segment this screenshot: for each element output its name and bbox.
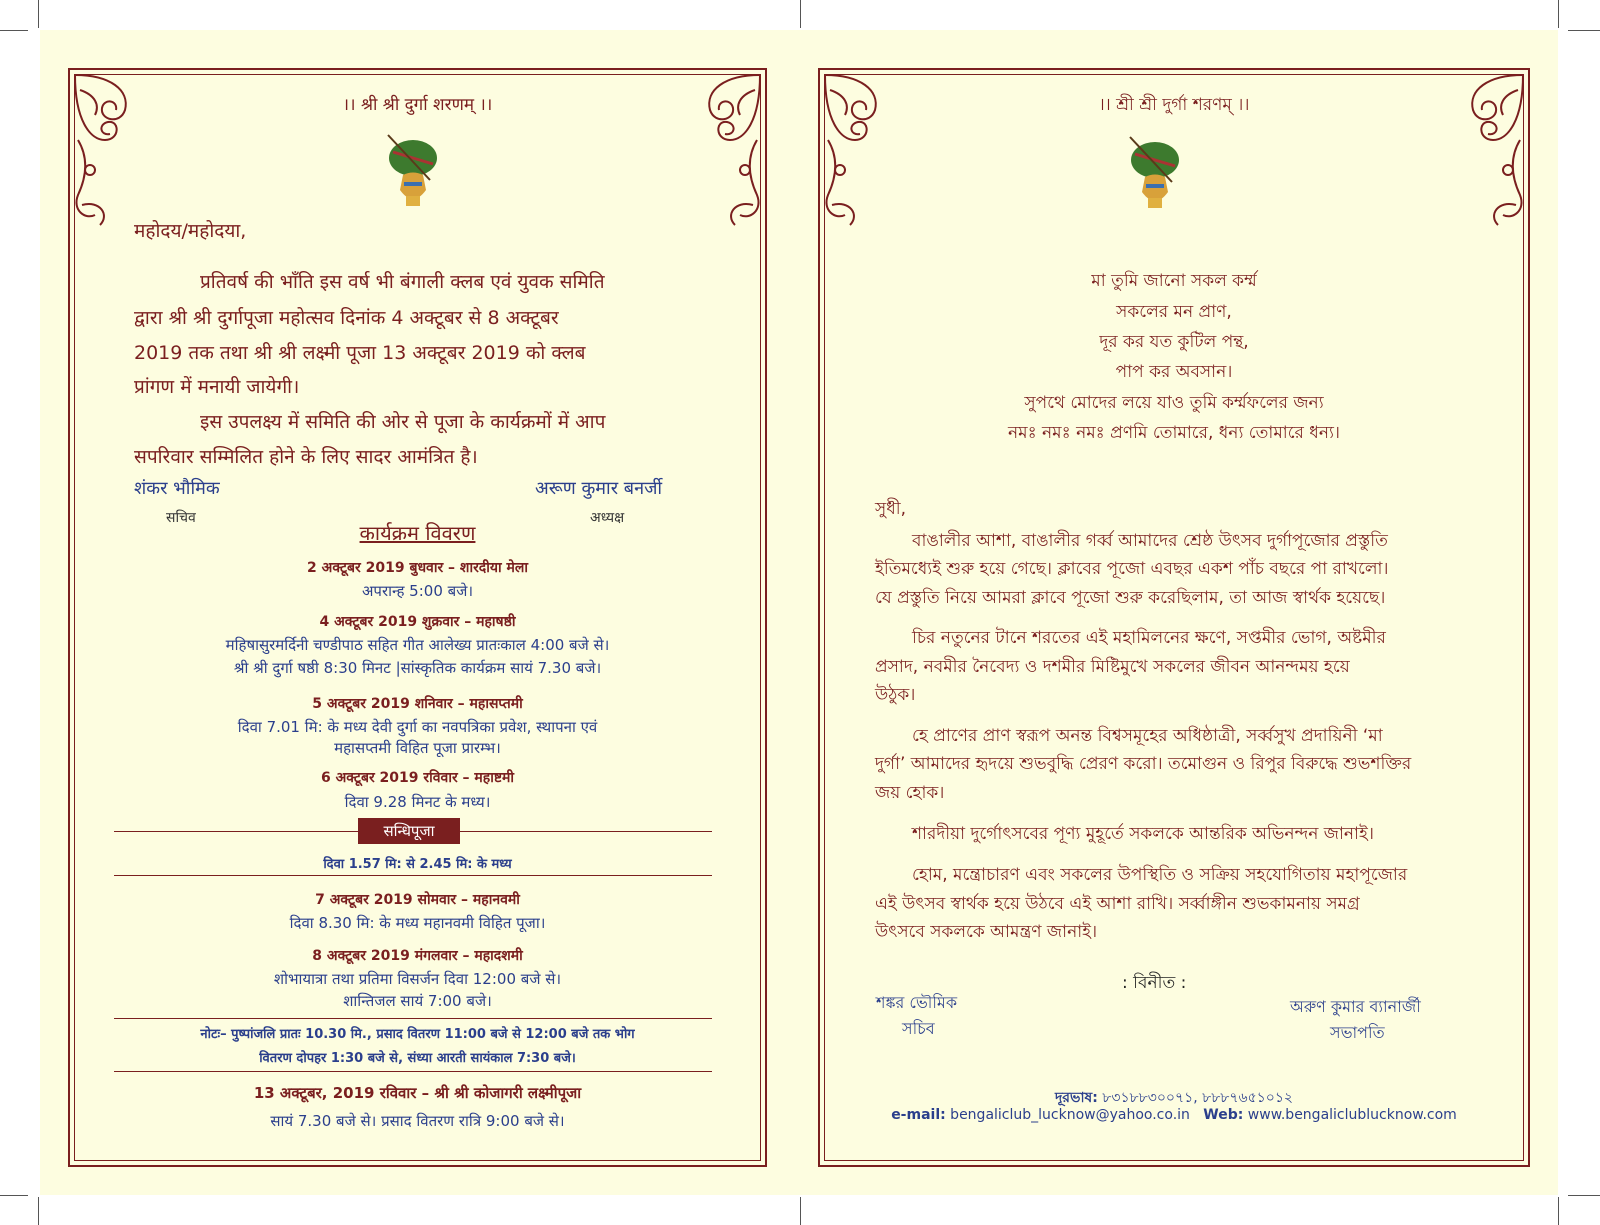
event-detail: महासप्तमी विहित पूजा प्रारम्भ। — [334, 739, 501, 757]
crop-mark — [1558, 0, 1559, 28]
paragraph-line: प्रतिवर्ष की भाँति इस वर्ष भी बंगाली क्लब एवं युवक समिति — [200, 271, 605, 293]
crop-mark — [1558, 1197, 1559, 1225]
body-line: দুর্গা’ আমাদের হৃদয়ে শুভবুদ্ধি প্রেরণ করো। তমোগুন ও রিপুর বিরুদ্ধে শুভশক্তির — [875, 754, 1412, 774]
signatory-president-title: अध्यक्ष — [590, 510, 625, 526]
event-detail: दिवा 7.01 मि: के मध्य देवी दुर्गा का नवपत्रिका प्रवेश, स्थापना एवं — [237, 718, 598, 736]
body-line: যে প্রস্তুতি নিয়ে আমরা ক্লাবে পূজো শুরু করেছিলাম, তা আজ স্বার্থক হয়েছে। — [875, 588, 1386, 608]
crop-mark — [0, 30, 28, 31]
poem-line: দূর কর যত কুটিল পন্থ, — [1099, 332, 1249, 352]
event-detail: शान्तिजल सायं 7:00 बजे। — [343, 992, 492, 1010]
event-detail: दिवा 8.30 मि: के मध्य महानवमी विहित पूजा। — [289, 914, 546, 932]
paragraph-line: द्वारा श्री श्री दुर्गापूजा महोत्सव दिनांक 4 अक्टूबर से 8 अक्टूबर — [134, 307, 559, 329]
email-link[interactable]: bengaliclub_lucknow@yahoo.co.in — [945, 1107, 1190, 1123]
event-heading: 7 अक्टूबर 2019 सोमवार – महानवमी — [315, 892, 520, 908]
signatory-secretary-name: শঙ্কর ভৌমিক — [876, 993, 958, 1012]
signatory-secretary-title: सचिव — [166, 510, 196, 526]
salutation: সুধী, — [875, 499, 907, 519]
signatory-president-name: অরুণ কুমার ব্যানার্জী — [1290, 997, 1421, 1016]
bengali-invitation-card — [790, 30, 1558, 1195]
divider — [114, 1071, 712, 1072]
signatory-secretary-title: সচিব — [902, 1019, 935, 1038]
body-line: এই উৎসব স্বার্থক হয়ে উঠবে এই আশা রাখি। সর্ব্বাঙ্গীন শুভকামনায় সমগ্র — [875, 894, 1360, 914]
event-detail: महिषासुरमर्दिनी चण्डीपाठ सहित गीत आलेख्य प्रातःकाल 4:00 बजे से। — [225, 636, 610, 654]
event-heading: 2 अक्टूबर 2019 बुधवार – शारदीया मेला — [307, 560, 528, 576]
contact-web — [790, 1107, 1558, 1123]
salutation: महोदय/महोदया, — [134, 220, 247, 242]
invocation: ।। শ্রী শ্রী দুর্গা শরণম্ ।। — [1098, 95, 1250, 115]
signatory-president-name: अरूण कुमार बनर्जी — [535, 478, 663, 499]
sandhi-puja-time: दिवा 1.57 मि: से 2.45 मि: के मध्य — [323, 857, 512, 872]
divider — [114, 875, 712, 876]
event-heading: 4 अक्टूबर 2019 शुक्रवार – महाषष्ठी — [319, 614, 516, 630]
divider — [114, 1018, 712, 1019]
body-line: শারদীয়া দুর্গোৎসবের পূণ্য মুহূর্তে সকলকে আন্তরিক অভিনন্দন জানাই। — [912, 824, 1374, 844]
event-heading: 5 अक्टूबर 2019 शनिवार – महासप्तमी — [312, 696, 523, 712]
signatory-president-title: সভাপতি — [1330, 1023, 1385, 1042]
body-line: বাঙালীর আশা, বাঙালীর গর্ব্ব আমাদের শ্রেষ্ঠ উৎসব দুর্গাপূজোর প্রস্তুতি — [912, 531, 1388, 551]
paragraph-line: प्रांगण में मनायी जायेगी। — [134, 376, 300, 398]
poem-line: সকলের মন প্রাণ, — [1116, 302, 1232, 322]
event-detail: दिवा 9.28 मिनट के मध्य। — [344, 793, 491, 811]
signatory-secretary-name: शंकर भौमिक — [134, 478, 220, 499]
phone-value: ৮৩১৮৮৩০০৭১, ৮৮৮৭৬৫১০১২ — [1097, 1090, 1294, 1106]
note-line: नोटः– पुष्पांजलि प्रातः 10.30 मि., प्रसाद वितरण 11:00 बजे से 12:00 बजे तक भोग — [200, 1027, 635, 1042]
poem-line: নমঃ নমঃ নমঃ প্রণমি তোমারে, ধন্য তোমারে ধন্য। — [1007, 423, 1340, 443]
poem-line: মা তুমি জানো সকল কর্ম্ম — [1091, 271, 1257, 291]
closing-vinit: : বিনীত : — [1122, 973, 1187, 993]
body-line: হে প্রাণের প্রাণ স্বরূপ অনন্ত বিশ্বসমূহের অধিষ্ঠাত্রী, সর্ব্বসুখ প্রদায়িনী ‘মা — [912, 726, 1383, 746]
event-heading: 6 अक्टूबर 2019 रविवार – महाष्टमी — [320, 770, 515, 786]
hindi-invitation-card — [40, 30, 795, 1195]
body-line: ইতিমধ্যেই শুরু হয়ে গেছে। ক্লাবের পূজো এবছর একশ পাঁচ বছরে পা রাখলো। — [875, 559, 1389, 579]
body-line: জয় হোক। — [875, 783, 945, 803]
body-line: উঠুক। — [875, 685, 916, 705]
body-line: হোম, মন্ত্রোচারণ এবং সকলের উপস্থিতি ও সক্রিয় সহযোগিতায় মহাপূজোর — [912, 865, 1408, 885]
crop-mark — [800, 0, 801, 28]
website-link[interactable]: www.bengaliclublucknow.com — [1243, 1107, 1457, 1123]
crop-mark — [1568, 30, 1600, 31]
event-heading: 8 अक्टूबर 2019 मंगलवार – महादशमी — [312, 948, 523, 964]
poem-line: পাপ কর অবসান। — [1115, 362, 1233, 382]
lakshmi-puja-detail: सायं 7.30 बजे से। प्रसाद वितरण रात्रि 9:00 बजे से। — [270, 1112, 565, 1130]
crop-mark — [0, 1195, 28, 1196]
body-line: প্রসাদ, নবমীর নৈবেদ্য ও দশমীর মিষ্টিমুখে সকলের জীবন আনন্দময় হয়ে — [875, 657, 1350, 677]
invocation: ।। श्री श्री दुर्गा शरणम् ।। — [342, 95, 493, 115]
paragraph-line: सपरिवार सम्मिलित होने के लिए सादर आमंत्रित है। — [134, 446, 478, 468]
program-title: कार्यक्रम विवरण — [359, 521, 476, 545]
event-detail: श्री श्री दुर्गा षष्ठी 8:30 मिनट |सांस्कृतिक कार्यक्रम सायं 7.30 बजे। — [233, 659, 602, 677]
lakshmi-puja-heading: 13 अक्टूबर, 2019 रविवार – श्री श्री कोजागरी लक्ष्मीपूजा — [253, 1084, 582, 1102]
kalash-icon — [378, 130, 448, 210]
crop-mark — [38, 0, 39, 28]
poem-line: সুপথে মোদের লয়ে যাও তুমি কর্ম্মফলের জন্য — [1024, 393, 1324, 413]
event-detail: शोभायात्रा तथा प्रतिमा विसर्जन दिवा 12:00 बजे से। — [273, 970, 562, 988]
paragraph-line: इस उपलक्ष्य में समिति की ओर से पूजा के कार्यक्रमों में आप — [200, 411, 606, 433]
kalash-icon — [1120, 132, 1190, 212]
crop-mark — [800, 1197, 801, 1225]
body-line: উৎসবে সকলকে আমন্ত্রণ জানাই। — [875, 922, 1098, 942]
phone-label: দূরভাষ: — [1054, 1090, 1098, 1106]
crop-mark — [1568, 1195, 1600, 1196]
sandhi-puja-badge: सन्धिपूजा — [358, 818, 460, 844]
note-line: वितरण दोपहर 1:30 बजे से, संध्या आरती सायंकाल 7:30 बजे। — [259, 1051, 576, 1066]
paragraph-line: 2019 तक तथा श्री श्री लक्ष्मी पूजा 13 अक्टूबर 2019 को क्लब — [134, 342, 586, 364]
crop-mark — [38, 1197, 39, 1225]
web-label: Web: — [1203, 1107, 1244, 1123]
email-label: e-mail: — [891, 1107, 946, 1123]
event-detail: अपरान्ह 5:00 बजे। — [361, 582, 474, 600]
body-line: চির নতুনের টানে শরতের এই মহামিলনের ক্ষণে, সপ্তমীর ভোগ, অষ্টমীর — [912, 628, 1386, 648]
